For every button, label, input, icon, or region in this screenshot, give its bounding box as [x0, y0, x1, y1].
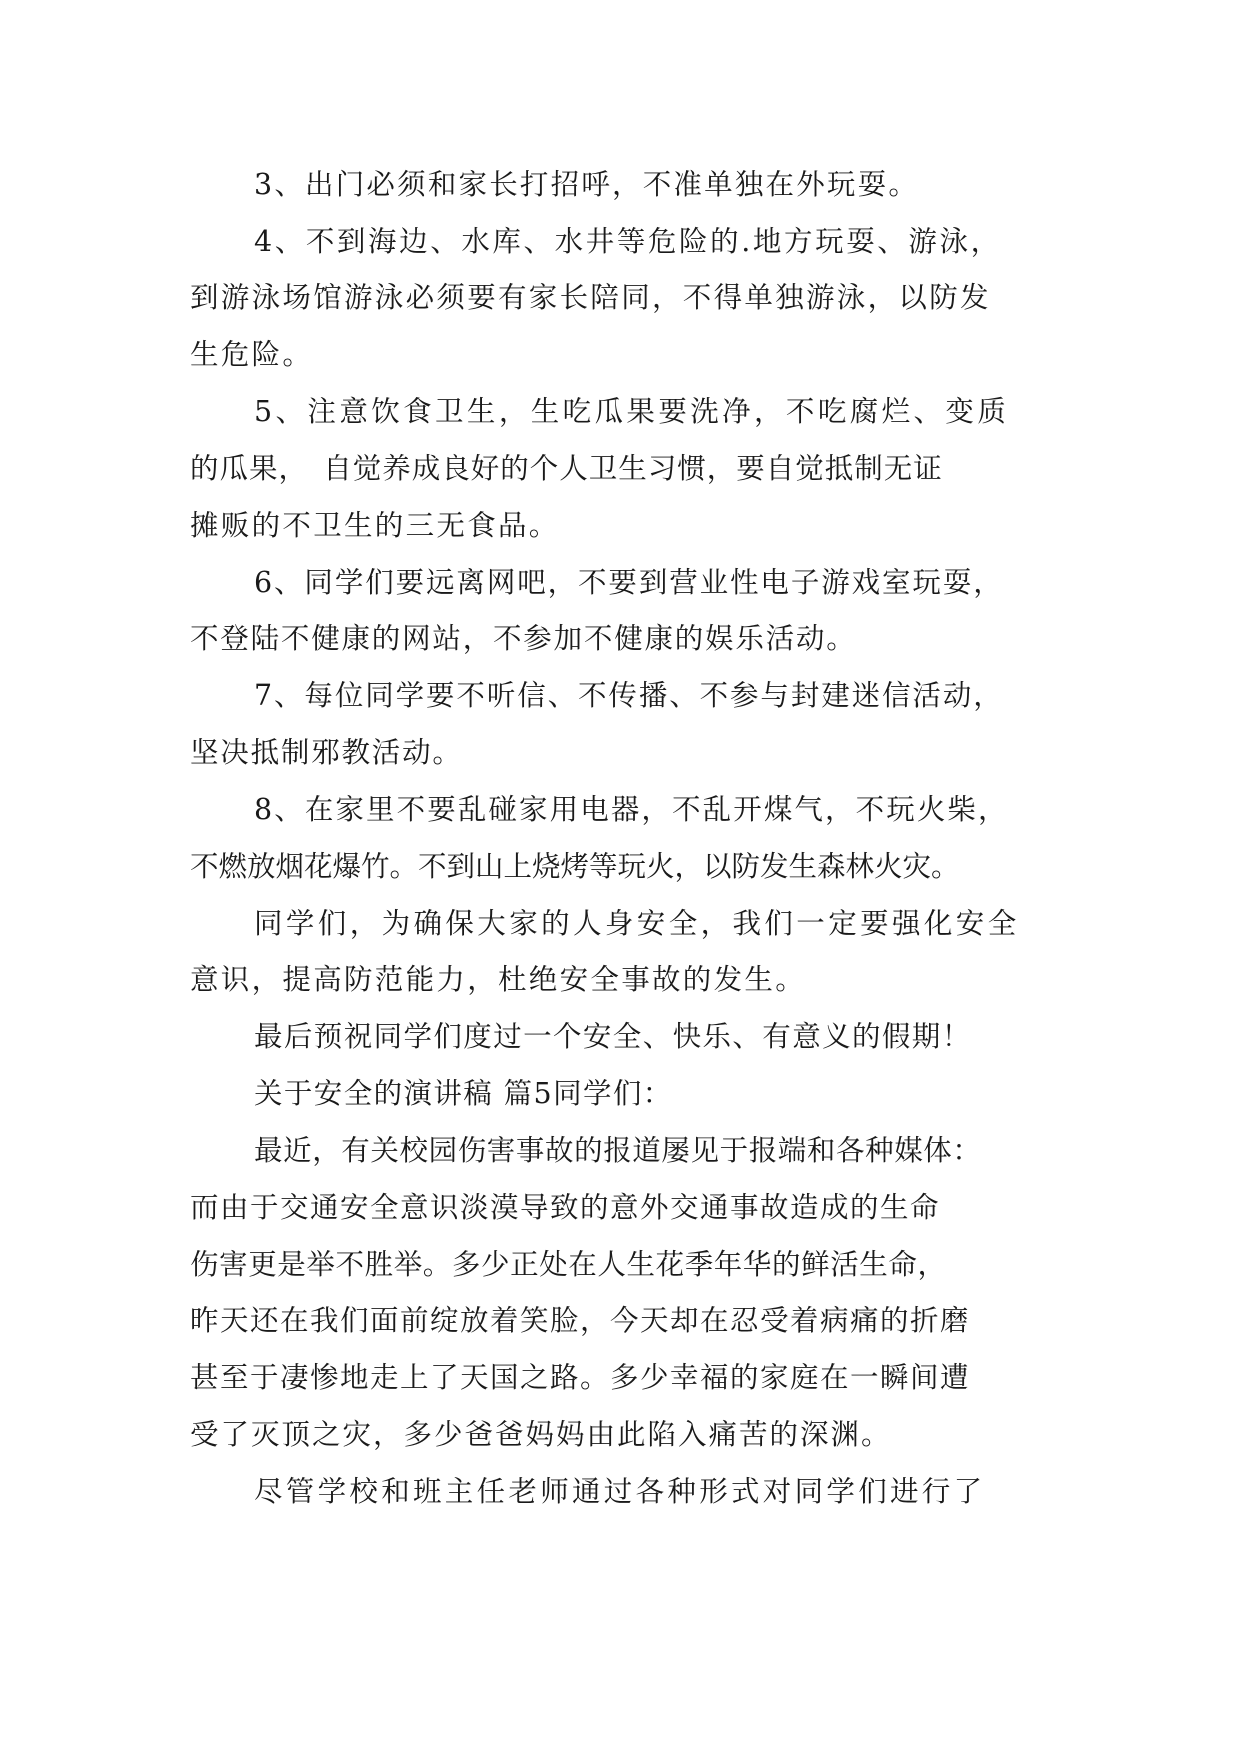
paragraph-4-line-1: 4、不到海边、水库、水井等危险的.地方玩耍、游泳， [254, 225, 1002, 258]
paragraph-6-line-2: 不登陆不健康的网站，不参加不健康的娱乐活动。 [190, 622, 857, 655]
speech-5-paragraph-1-line-4: 昨天还在我们面前绽放着笑脸，今天却在忍受着病痛的折磨 [190, 1304, 971, 1337]
speech-5-paragraph-1-line-2: 而由于交通安全意识淡漠导致的意外交通事故造成的生命 [190, 1191, 941, 1224]
paragraph-5-line-3: 摊贩的不卫生的三无食品。 [190, 509, 560, 542]
speech-5-paragraph-1-line-5: 甚至于凄惨地走上了天国之路。多少幸福的家庭在一瞬间遭 [190, 1361, 971, 1394]
speech-5-paragraph-1-line-3: 伤害更是举不胜举。多少正处在人生花季年华的鲜活生命， [190, 1248, 947, 1281]
paragraph-4-line-2: 到游泳场馆游泳必须要有家长陪同，不得单独游泳，以防发 [190, 281, 991, 314]
paragraph-4-line-3: 生危险。 [190, 338, 314, 371]
wish-line: 最后预祝同学们度过一个安全、快乐、有意义的假期！ [254, 1020, 972, 1053]
paragraph-7-line-2: 坚决抵制邪教活动。 [190, 736, 463, 769]
speech-5-paragraph-2-line-1: 尽管学校和班主任老师通过各种形式对同学们进行了 [254, 1475, 986, 1508]
closing-paragraph-line-2: 意识，提高防范能力，杜绝安全事故的发生。 [190, 963, 807, 996]
paragraph-8-line-2: 不燃放烟花爆竹。不到山上烧烤等玩火，以防发生森林火灾。 [190, 850, 960, 883]
paragraph-5-line-2: 的瓜果， 自觉养成良好的个人卫生习惯，要自觉抵制无证 [190, 452, 943, 485]
paragraph-6-line-1: 6、同学们要远离网吧，不要到营业性电子游戏室玩耍， [254, 566, 1004, 599]
speech-5-paragraph-1-line-6: 受了灭顶之灾，多少爸爸妈妈由此陷入痛苦的深渊。 [190, 1418, 892, 1451]
paragraph-5-line-1: 5、注意饮食卫生，生吃瓜果要洗净，不吃腐烂、变质 [254, 395, 1010, 428]
paragraph-7-line-1: 7、每位同学要不听信、不传播、不参与封建迷信活动， [254, 679, 1004, 712]
speech-5-paragraph-1-line-1: 最近，有关校园伤害事故的报道屡见于报端和各种媒体： [254, 1134, 982, 1167]
speech-5-heading: 关于安全的演讲稿 篇5同学们： [254, 1077, 673, 1110]
paragraph-3-line-1: 3、出门必须和家长打招呼，不准单独在外玩耍。 [254, 168, 920, 201]
paragraph-8-line-1: 8、在家里不要乱碰家用电器，不乱开煤气，不玩火柴， [254, 793, 1009, 826]
closing-paragraph-line-1: 同学们，为确保大家的人身安全，我们一定要强化安全 [254, 907, 1020, 940]
